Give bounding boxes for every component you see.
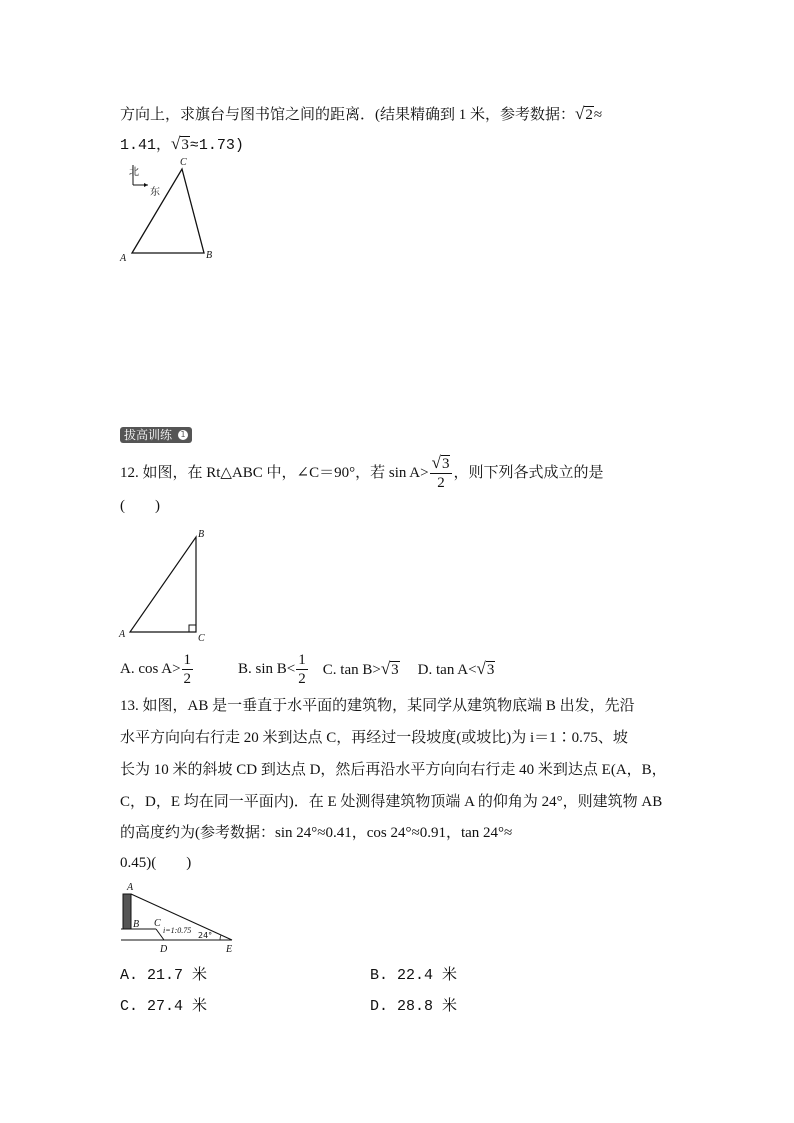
angle-arc — [220, 935, 221, 940]
building-ab — [123, 894, 131, 929]
q12-stem: 12. 如图，在 Rt△ABC 中，∠C＝90°，若 sin A> $\frac{√3}{2}$ ，则下列各式成立的是 — [120, 453, 604, 491]
q13-option-d[interactable]: D. 28.8 米 — [370, 998, 458, 1015]
right-angle-mark — [189, 625, 196, 632]
vertex-a: A — [119, 629, 126, 640]
badge-number-icon: 1 — [178, 430, 188, 440]
vertex-c: C — [154, 918, 161, 929]
q13-line-6: 0.45)( ) — [120, 855, 192, 871]
option-a[interactable]: A. cos A> $\frac{1}{2}$ — [120, 651, 192, 687]
north-label: 北 — [129, 167, 139, 178]
vertex-a: A — [127, 882, 134, 893]
q13-option-c[interactable]: C. 27.4 米 — [120, 998, 208, 1015]
vertex-c: C — [198, 633, 205, 643]
vertex-d: D — [160, 944, 168, 955]
triangle-abc — [130, 537, 196, 632]
vertex-a: A — [120, 253, 127, 264]
slope-ratio-label: i=1:0.75 — [163, 926, 192, 935]
triangle-abc — [132, 169, 204, 253]
q11-line2: 1.41，√3≈1.73) — [120, 134, 244, 154]
q13-building-figure — [118, 880, 243, 955]
q11-triangle-figure — [118, 155, 223, 267]
vertex-b: B — [133, 919, 140, 930]
q11-line1: 方向上，求旗台与图书馆之间的距离．(结果精确到 1 米，参考数据：√2≈ — [120, 104, 603, 123]
q13-line-2: 水平方向向右行走 20 米到达点 C，再经过一段坡度(或坡比)为 i＝1∶0.75、坡 — [120, 730, 628, 746]
q13-option-a[interactable]: A. 21.7 米 — [120, 967, 208, 984]
q13-line-4: C，D，E 均在同一平面内)．在 E 处测得建筑物顶端 A 的仰角为 24°，则建筑物 AB — [120, 794, 663, 810]
q13-option-b[interactable]: B. 22.4 米 — [370, 967, 458, 984]
q13-line-3: 长为 10 米的斜坡 CD 到达点 D，然后再沿水平方向向右行走 40 米到达点 E(A，B， — [120, 762, 667, 778]
angle-label: 24° — [198, 931, 213, 940]
q12-answer-paren: ( ) — [120, 498, 160, 514]
vertex-c: C — [180, 157, 187, 168]
q12-right-triangle-figure — [118, 525, 213, 643]
q13-line-5: 的高度约为(参考数据：sin 24°≈0.41，cos 24°≈0.91，tan 24°≈ — [120, 825, 513, 841]
section-badge: 拔高训练 1 — [120, 427, 192, 443]
option-d[interactable]: D. tan A<√3 — [417, 658, 495, 678]
q12-options — [120, 652, 495, 686]
fraction-sqrt3-over-2: $\frac{√3}{2}$ — [430, 454, 453, 492]
vertex-b: B — [206, 250, 213, 261]
east-label: 东 — [150, 187, 160, 198]
vertex-b: B — [198, 529, 205, 540]
sqrt-2: √2 — [575, 104, 593, 123]
option-c[interactable]: C. tan B>√3 — [322, 658, 399, 678]
sqrt-3: √3 — [171, 134, 189, 153]
option-b[interactable]: B. sin B< $\frac{1}{2}$ — [238, 651, 306, 687]
q13-line-1: 13. 如图，AB 是一垂直于水平面的建筑物，某同学从建筑物底端 B 出发，先沿 — [120, 698, 635, 714]
vertex-e: E — [226, 944, 233, 955]
